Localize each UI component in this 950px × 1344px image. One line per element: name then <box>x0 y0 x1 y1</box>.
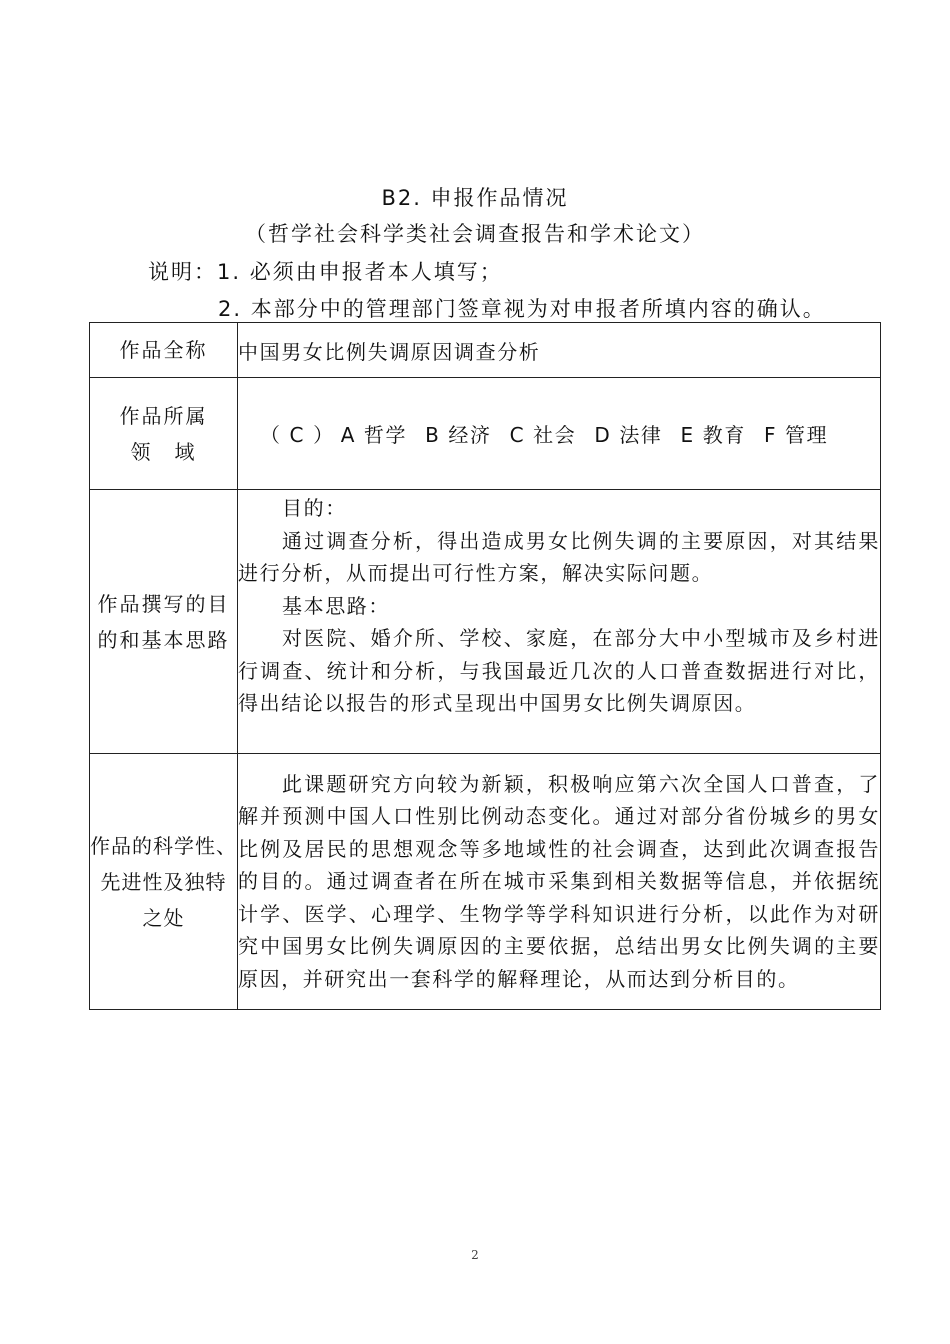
field-option: B 经济 <box>425 423 492 447</box>
field-option: D 法律 <box>594 423 663 447</box>
features-label-line-3: 之处 <box>142 905 185 930</box>
row-field <box>90 378 881 490</box>
field-option: C 社会 <box>509 423 577 447</box>
field-options <box>238 419 880 448</box>
full-name-value: 中国男女比例失调原因调查分析 <box>238 323 881 378</box>
section-subtitle: （哲学社会科学类社会调查报告和学术论文） <box>245 222 705 246</box>
purpose-heading: 目的： <box>282 496 347 520</box>
section-title: B2. 申报作品情况 <box>381 186 569 210</box>
application-form-table <box>89 322 881 1010</box>
field-value <box>238 378 881 490</box>
purpose-value <box>238 490 881 754</box>
full-name-label: 作品全称 <box>90 323 238 378</box>
instruction-note-2: 2. 本部分中的管理部门签章视为对申报者所填内容的确认。 <box>218 297 826 321</box>
purpose-label <box>90 490 238 754</box>
features-text: 此课题研究方向较为新颖，积极响应第六次全国人口普查，了解并预测中国人口性别比例动态变化。通过对部分省份城乡的男女比例及居民的思想观念等多地域性的社会调查，达到此次调查报告的目的。通过调查者在所在城市采集到相关数据等信息，并依据统计学、医学、心理学、生物学等学科知识进行分析，以此作为对研究中国男女比例失调原因的主要依据，总结出男女比例失调的主要原因，并研究出一套科学的解释理论，从而达到分析目的。 <box>238 771 880 991</box>
approach-text: 对医院、婚介所、学校、家庭，在部分大中小型城市及乡村进行调查、统计和分析，与我国最近几次的人口普查数据进行对比，得出结论以报告的形式呈现出中国男女比例失调原因。 <box>238 626 880 715</box>
field-label <box>90 378 238 490</box>
features-label <box>90 754 238 1010</box>
approach-heading: 基本思路： <box>282 593 390 618</box>
row-full-name <box>90 323 881 378</box>
field-option: F 管理 <box>763 423 829 447</box>
features-label-line-2: 先进性及独特 <box>100 869 227 894</box>
field-selected: （ C ） <box>260 423 335 447</box>
features-value <box>238 754 881 1010</box>
instruction-note-1: 说明：1. 必须由申报者本人填写； <box>148 260 503 284</box>
field-option: E 教育 <box>680 423 746 447</box>
field-label-line-2: 领 域 <box>130 439 197 464</box>
row-purpose <box>90 490 881 754</box>
field-label-line-1: 作品所属 <box>119 403 208 428</box>
page-number: 2 <box>471 1248 479 1262</box>
purpose-label-line-2: 的和基本思路 <box>97 627 230 652</box>
purpose-text: 通过调查分析，得出造成男女比例失调的主要原因，对其结果进行分析，从而提出可行性方案，解决实际问题。 <box>238 528 880 585</box>
purpose-label-line-1: 作品撰写的目 <box>97 591 230 616</box>
row-features <box>90 754 881 1010</box>
field-option: A 哲学 <box>340 423 408 447</box>
features-label-line-1: 作品的科学性、 <box>90 833 237 858</box>
